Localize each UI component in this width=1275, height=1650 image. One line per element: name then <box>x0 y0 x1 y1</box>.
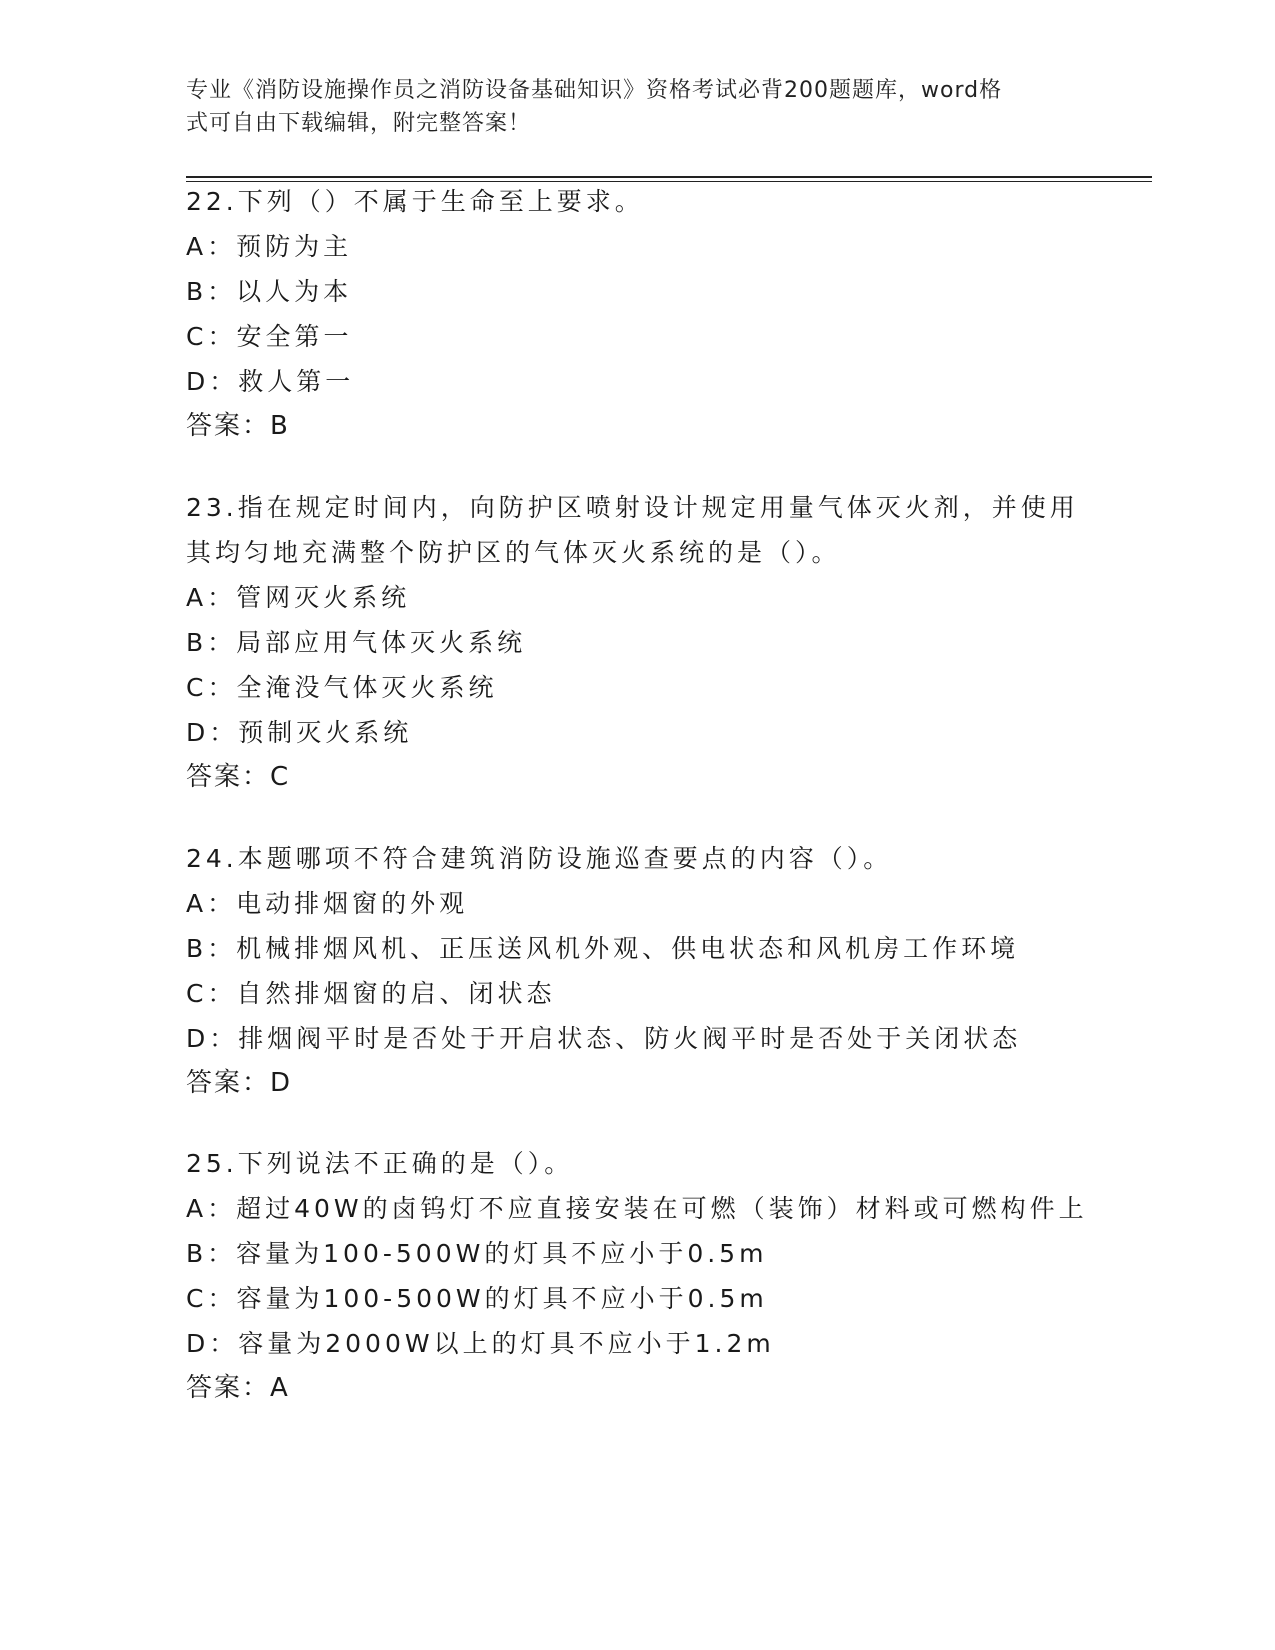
answer-line <box>186 1061 1086 1106</box>
document-header <box>186 74 1086 140</box>
header-line-2: 式可自由下载编辑，附完整答案！ <box>186 111 532 136</box>
question-stem: 22.下列（）不属于生命至上要求。 <box>186 187 644 216</box>
option-d: D：排烟阀平时是否处于开启状态、防火阀平时是否处于关闭状态 <box>186 1024 1022 1053</box>
answer-line <box>186 1366 1086 1411</box>
question-24 <box>186 836 1086 1106</box>
option-a: A：管网灭火系统 <box>186 583 411 612</box>
option-c: C：安全第一 <box>186 322 353 351</box>
question-stem: 24.本题哪项不符合建筑消防设施巡查要点的内容（）。 <box>186 844 893 873</box>
answer-line <box>186 404 1086 449</box>
option-b: B：容量为100-500W的灯具不应小于0.5m <box>186 1239 768 1268</box>
header-divider-thick <box>186 176 1152 178</box>
option-b: B：局部应用气体灭火系统 <box>186 628 527 657</box>
option-c: C：容量为100-500W的灯具不应小于0.5m <box>186 1284 768 1313</box>
answer-label: 答案： <box>186 1068 271 1098</box>
option-b: B：以人为本 <box>186 277 353 306</box>
answer-value: B <box>270 411 290 441</box>
answer-value: A <box>270 1373 290 1403</box>
header-line-1: 专业《消防设施操作员之消防设备基础知识》资格考试必背200题题库，word格 <box>186 78 1003 103</box>
answer-value: D <box>270 1068 293 1098</box>
question-stem-line-2: 其均匀地充满整个防护区的气体灭火系统的是（）。 <box>186 538 841 567</box>
answer-label: 答案： <box>186 1373 271 1403</box>
option-d: D：预制灭火系统 <box>186 718 413 747</box>
question-stem: 25.下列说法不正确的是（）。 <box>186 1149 574 1178</box>
answer-line <box>186 755 1086 800</box>
option-a: A：电动排烟窗的外观 <box>186 889 469 918</box>
answer-label: 答案： <box>186 411 271 441</box>
option-b: B：机械排烟风机、正压送风机外观、供电状态和风机房工作环境 <box>186 934 1020 963</box>
option-d: D：救人第一 <box>186 367 355 396</box>
question-stem-line-1: 23.指在规定时间内，向防护区喷射设计规定用量气体灭火剂，并使用 <box>186 493 1079 522</box>
answer-label: 答案： <box>186 762 271 792</box>
option-a: A：超过40W的卤钨灯不应直接安装在可燃（装饰）材料或可燃构件上 <box>186 1194 1088 1223</box>
question-23 <box>186 485 1086 800</box>
question-22 <box>186 179 1086 449</box>
question-25 <box>186 1141 1086 1411</box>
option-c: C：全淹没气体灭火系统 <box>186 673 498 702</box>
option-d: D：容量为2000W以上的灯具不应小于1.2m <box>186 1329 775 1358</box>
answer-value: C <box>270 762 291 792</box>
option-c: C：自然排烟窗的启、闭状态 <box>186 979 556 1008</box>
option-a: A：预防为主 <box>186 232 353 261</box>
